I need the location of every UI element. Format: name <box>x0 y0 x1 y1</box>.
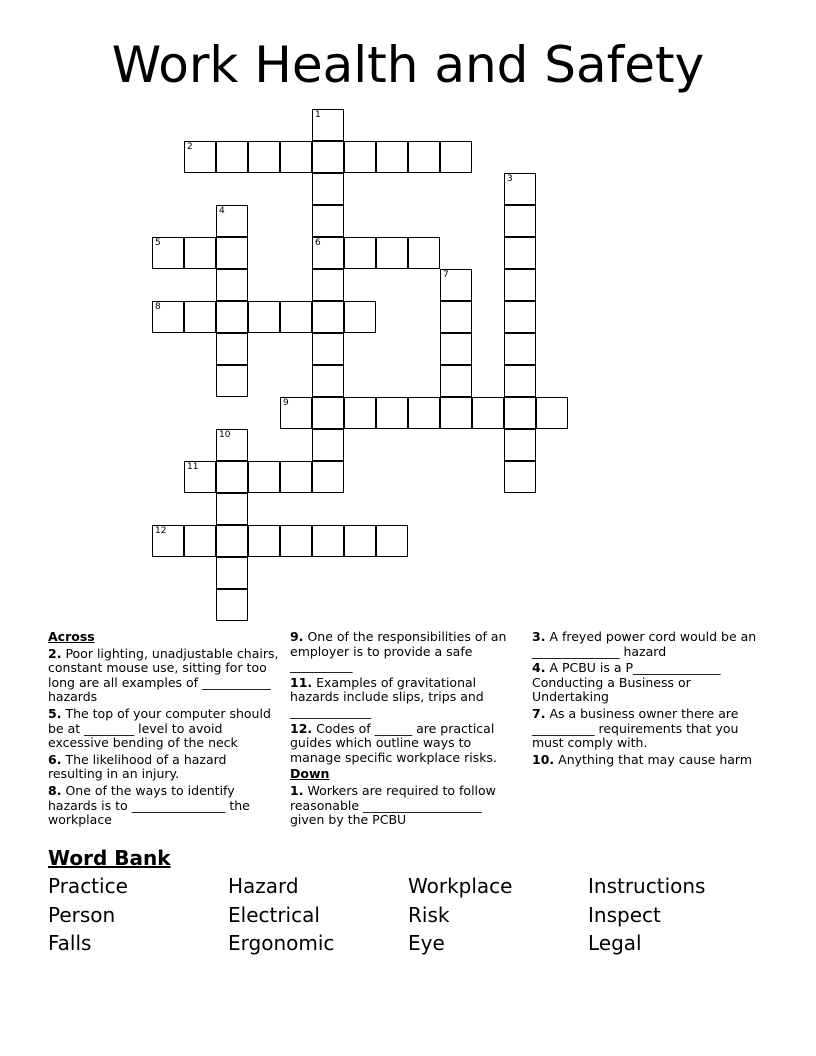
clue-number: 5. <box>48 705 62 721</box>
clue-number: 9. <box>290 629 304 644</box>
word-bank-item: Ergonomic <box>228 931 335 955</box>
down-heading: Down <box>290 766 330 782</box>
grid-cell[interactable] <box>216 141 248 173</box>
clue-across-5 <box>48 707 284 751</box>
clue-column-2 <box>290 628 512 828</box>
grid-cell[interactable] <box>280 397 312 429</box>
grid-cell[interactable] <box>344 141 376 173</box>
word-bank-title: Word Bank <box>48 846 171 870</box>
clue-across-9 <box>290 630 512 674</box>
word-bank-item: Instructions <box>588 874 706 898</box>
clue-number: 10. <box>532 751 555 767</box>
grid-cell[interactable] <box>184 525 216 557</box>
grid-cell[interactable] <box>504 429 536 461</box>
grid-cell[interactable] <box>216 557 248 589</box>
clue-down-7 <box>532 707 768 751</box>
clue-down-3 <box>532 630 768 659</box>
cell-number: 3 <box>507 174 513 184</box>
grid-cell[interactable] <box>376 141 408 173</box>
grid-cell[interactable] <box>312 205 344 237</box>
clue-across-12 <box>290 722 512 766</box>
grid-cell[interactable] <box>248 461 280 493</box>
grid-cell[interactable] <box>184 237 216 269</box>
grid-cell[interactable] <box>248 141 280 173</box>
clue-text: A PCBU is a P______________ Conducting a Business or Undertaking <box>532 660 721 705</box>
grid-cell[interactable] <box>280 461 312 493</box>
grid-cell[interactable] <box>216 301 248 333</box>
clue-number: 4. <box>532 660 546 676</box>
cell-number: 9 <box>283 398 289 408</box>
grid-cell[interactable] <box>312 301 344 333</box>
clue-text: Workers are required to follow reasonable ___________________ given by the PCBU <box>290 782 496 828</box>
grid-cell[interactable] <box>504 237 536 269</box>
cell-number: 11 <box>187 462 199 472</box>
grid-cell[interactable] <box>312 429 344 461</box>
clue-column-1 <box>48 628 284 828</box>
word-bank-item: Legal <box>588 931 642 955</box>
word-bank-item: Risk <box>408 902 450 927</box>
word-bank-item: Eye <box>408 931 445 955</box>
grid-cell[interactable] <box>408 397 440 429</box>
word-bank-item: Workplace <box>408 874 513 898</box>
grid-cell[interactable] <box>216 333 248 365</box>
clue-text: Poor lighting, unadjustable chairs, constant mouse use, sitting for too long are all examples of ___________ hazards <box>48 645 279 705</box>
cell-number: 6 <box>315 238 321 248</box>
cell-number: 12 <box>155 526 167 536</box>
grid-cell[interactable] <box>280 141 312 173</box>
grid-cell[interactable] <box>440 397 472 429</box>
grid-cell[interactable] <box>216 269 248 301</box>
grid-cell[interactable] <box>440 365 472 397</box>
word-bank-item: Hazard <box>228 874 299 898</box>
grid-cell[interactable] <box>408 237 440 269</box>
cell-number: 2 <box>187 142 193 152</box>
word-bank-item: Electrical <box>228 902 320 927</box>
grid-cell[interactable] <box>376 397 408 429</box>
grid-cell[interactable] <box>376 525 408 557</box>
clue-across-8 <box>48 784 284 828</box>
clue-text: Examples of gravitational hazards include slips, trips and _____________ <box>290 674 484 719</box>
grid-cell[interactable] <box>312 269 344 301</box>
word-bank-item: Person <box>48 902 116 927</box>
grid-cell[interactable] <box>312 365 344 397</box>
grid-cell[interactable] <box>344 397 376 429</box>
grid-cell[interactable] <box>504 205 536 237</box>
grid-cell[interactable] <box>504 333 536 365</box>
clue-text: One of the ways to identify hazards is to _______________ the workplace <box>48 782 250 828</box>
clue-number: 12. <box>290 720 313 736</box>
grid-cell[interactable] <box>312 333 344 365</box>
grid-cell[interactable] <box>248 525 280 557</box>
grid-cell[interactable] <box>344 525 376 557</box>
clue-text: Codes of ______ are practical guides which outline ways to manage specific workplace risks. <box>290 720 497 765</box>
cell-number: 10 <box>219 430 231 440</box>
clue-number: 2. <box>48 645 62 661</box>
grid-cell[interactable] <box>152 525 184 557</box>
grid-cell[interactable] <box>216 589 248 621</box>
grid-cell[interactable] <box>216 429 248 461</box>
grid-cell[interactable] <box>504 301 536 333</box>
cell-number: 1 <box>315 110 321 120</box>
grid-cell[interactable] <box>312 525 344 557</box>
clue-text: One of the responsibilities of an employer is to provide a safe __________ <box>290 629 507 674</box>
grid-cell[interactable] <box>504 173 536 205</box>
grid-cell[interactable] <box>184 301 216 333</box>
grid-cell[interactable] <box>280 301 312 333</box>
clue-down-1 <box>290 784 512 828</box>
grid-cell[interactable] <box>472 397 504 429</box>
grid-cell[interactable] <box>248 301 280 333</box>
grid-cell[interactable] <box>312 173 344 205</box>
grid-cell[interactable] <box>408 141 440 173</box>
clue-text: The likelihood of a hazard resulting in an injury. <box>48 751 227 782</box>
clue-number: 8. <box>48 782 62 798</box>
cell-number: 4 <box>219 206 225 216</box>
word-bank-item: Practice <box>48 874 128 898</box>
grid-cell[interactable] <box>216 493 248 525</box>
grid-cell[interactable] <box>312 237 344 269</box>
clue-down-4 <box>532 661 768 705</box>
grid-cell[interactable] <box>216 365 248 397</box>
grid-cell[interactable] <box>216 205 248 237</box>
grid-cell[interactable] <box>152 301 184 333</box>
grid-cell[interactable] <box>440 141 472 173</box>
grid-cell[interactable] <box>216 461 248 493</box>
grid-cell[interactable] <box>184 461 216 493</box>
clue-number: 3. <box>532 629 546 644</box>
grid-cell[interactable] <box>280 525 312 557</box>
grid-cell[interactable] <box>504 461 536 493</box>
clue-column-3 <box>532 628 768 767</box>
grid-cell[interactable] <box>504 269 536 301</box>
cell-number: 5 <box>155 238 161 248</box>
grid-cell[interactable] <box>344 237 376 269</box>
clue-text: The top of your computer should be at ________ level to avoid excessive bending of the neck <box>48 705 271 751</box>
clue-number: 1. <box>290 782 304 798</box>
clue-number: 11. <box>290 674 313 690</box>
grid-cell[interactable] <box>440 333 472 365</box>
grid-cell[interactable] <box>312 397 344 429</box>
grid-cell[interactable] <box>312 109 344 141</box>
cell-number: 7 <box>443 270 449 280</box>
cell-number: 8 <box>155 302 161 312</box>
grid-cell[interactable] <box>440 269 472 301</box>
grid-cell[interactable] <box>504 365 536 397</box>
word-bank-item: Inspect <box>588 902 661 927</box>
clue-number: 7. <box>532 705 546 721</box>
grid-cell[interactable] <box>344 301 376 333</box>
grid-cell[interactable] <box>376 237 408 269</box>
clue-down-10 <box>532 753 768 768</box>
clue-number: 6. <box>48 751 62 767</box>
grid-cell[interactable] <box>184 141 216 173</box>
grid-cell[interactable] <box>312 461 344 493</box>
clue-across-2 <box>48 647 284 705</box>
grid-cell[interactable] <box>312 141 344 173</box>
clue-across-11 <box>290 676 512 720</box>
across-heading: Across <box>48 629 95 644</box>
grid-cell[interactable] <box>536 397 568 429</box>
clue-text: A freyed power cord would be an ______________ hazard <box>532 629 757 659</box>
grid-cell[interactable] <box>216 237 248 269</box>
clue-text: As a business owner there are __________ requirements that you must comply with. <box>532 705 739 751</box>
grid-cell[interactable] <box>216 525 248 557</box>
word-bank-item: Falls <box>48 931 92 955</box>
page-title: Work Health and Safety <box>111 36 705 94</box>
grid-cell[interactable] <box>504 397 536 429</box>
grid-cell[interactable] <box>440 301 472 333</box>
clue-text: Anything that may cause harm <box>558 751 753 767</box>
clue-across-6 <box>48 753 284 782</box>
grid-cell[interactable] <box>152 237 184 269</box>
